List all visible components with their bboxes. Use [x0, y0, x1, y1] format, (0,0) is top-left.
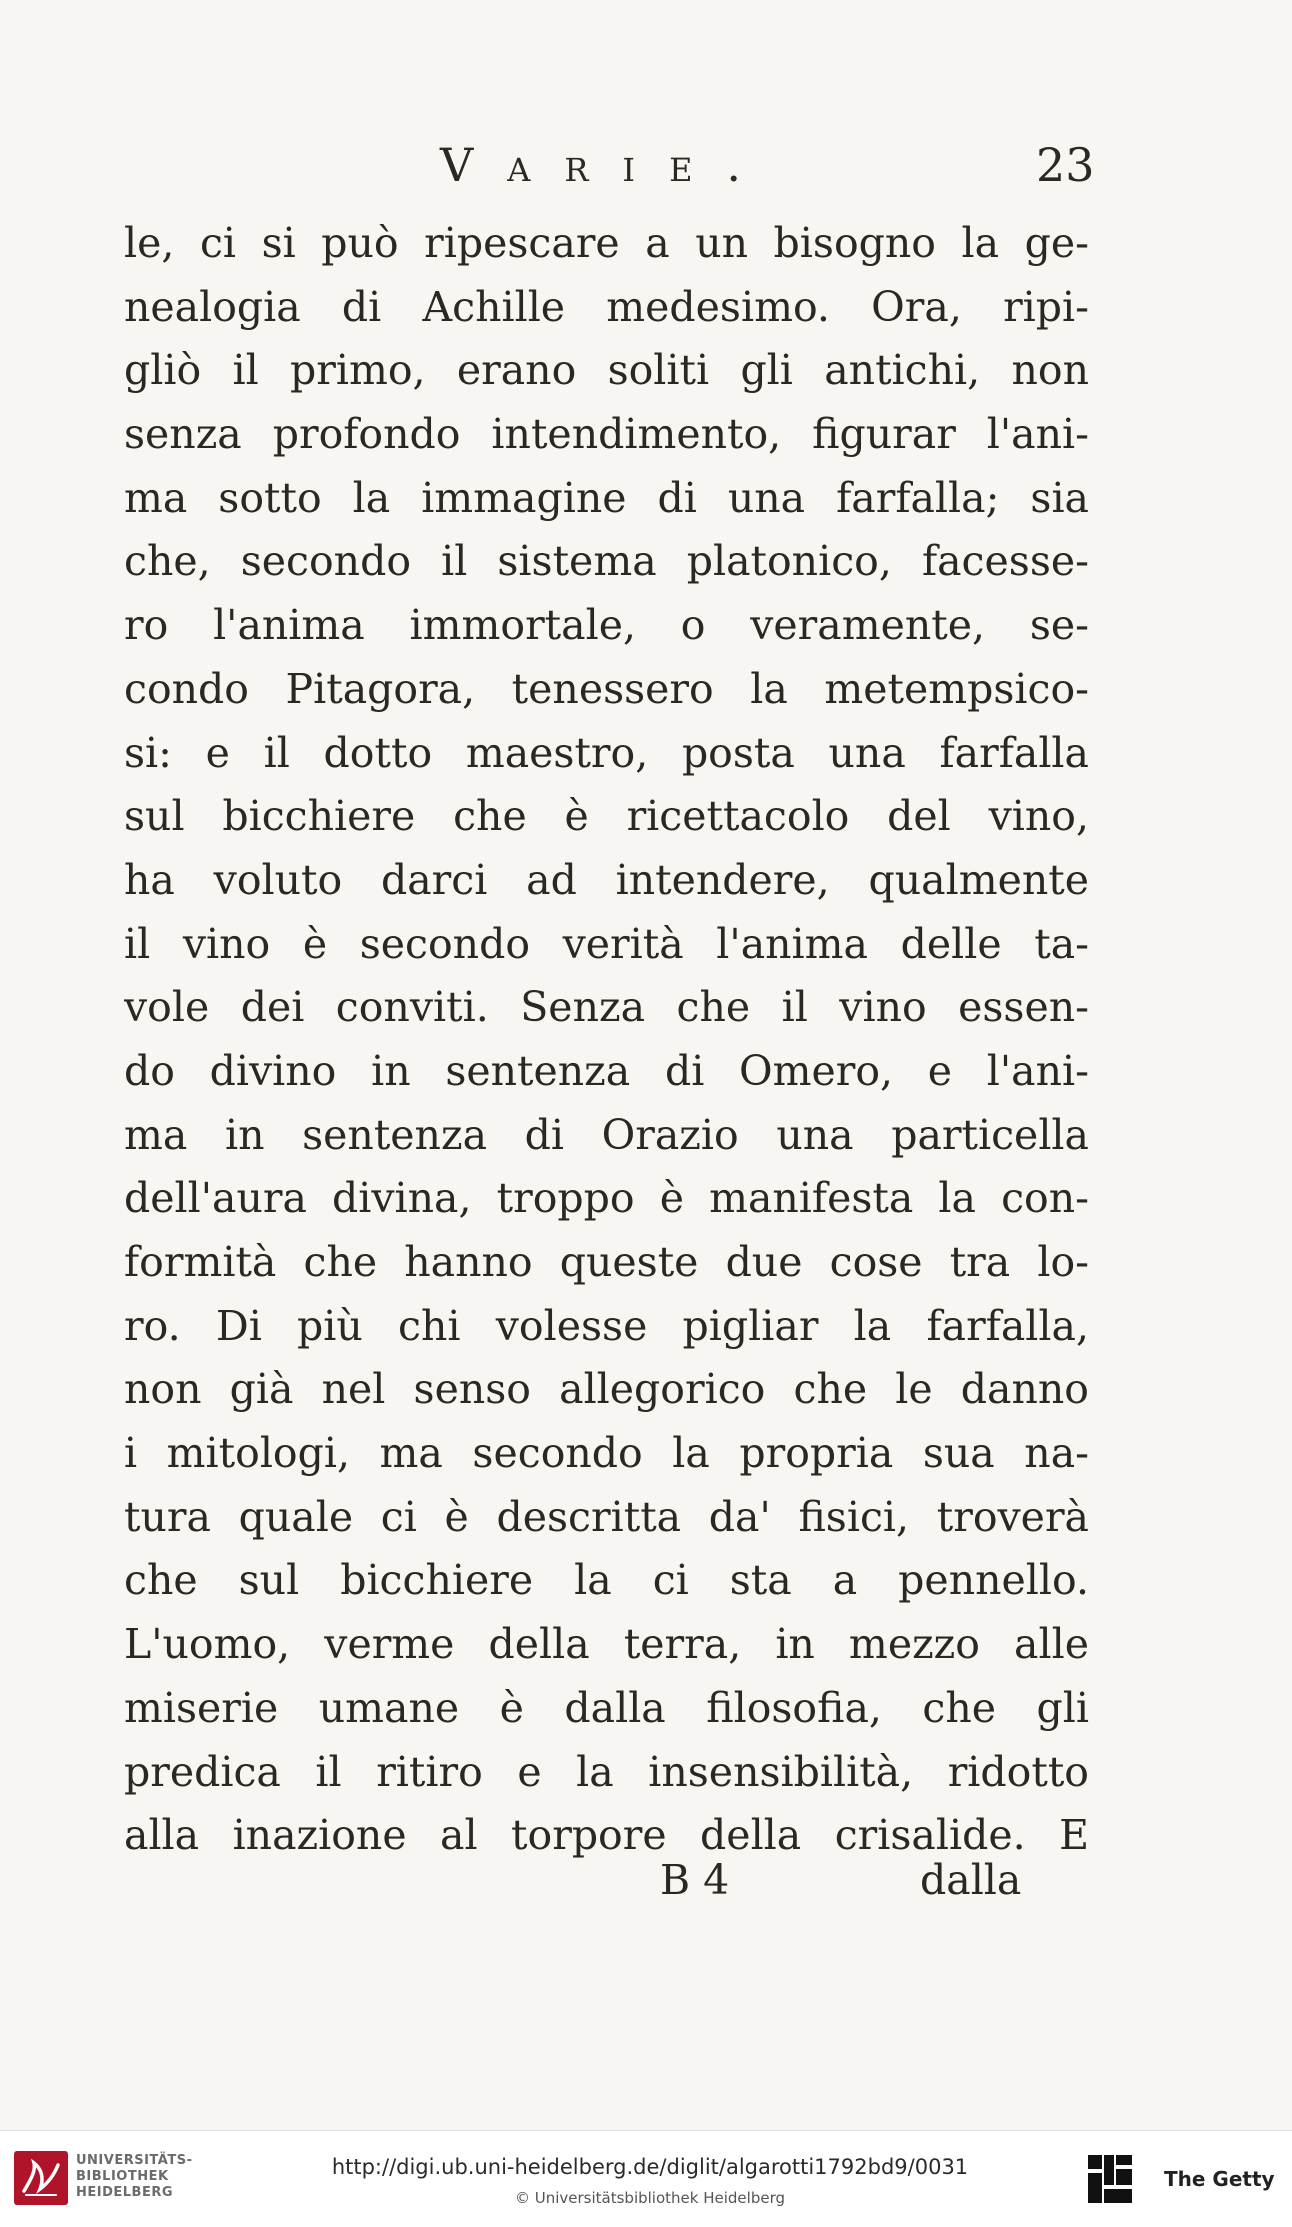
text-line: ma in sentenza di Orazio una particella — [124, 1110, 1089, 1159]
page-number: 23 — [1036, 138, 1095, 192]
getty-name: The Getty — [1164, 2167, 1275, 2191]
text-line: che, secondo il sistema platonico, facesse- — [124, 537, 1089, 586]
getty-logo[interactable] — [1086, 2149, 1286, 2209]
text-line: do divino in sentenza di Omero, e l'ani- — [124, 1046, 1089, 1095]
signature-mark: B 4 — [660, 1856, 730, 1904]
body-text — [124, 212, 1089, 1868]
library-name-line: BIBLIOTHEK — [76, 2169, 169, 2184]
heidelberg-library-logo[interactable] — [14, 2149, 193, 2209]
text-line: predica il ritiro e la insensibilità, ridotto — [124, 1747, 1089, 1796]
getty-mark-icon — [1086, 2151, 1136, 2207]
text-line: miserie umane è dalla filosofia, che gli — [124, 1683, 1089, 1732]
library-seal-icon — [14, 2151, 68, 2205]
text-line: le, ci si può ripescare a un bisogno la ge- — [124, 219, 1089, 267]
permalink-url[interactable]: http://digi.ub.uni-heidelberg.de/diglit/algarotti1792bd9/0031 — [331, 2155, 969, 2179]
text-line: i mitologi, ma secondo la propria sua na- — [124, 1429, 1089, 1478]
text-line: si: e il dotto maestro, posta una farfalla — [124, 728, 1089, 777]
copyright-notice: © Universitätsbibliothek Heidelberg — [514, 2189, 785, 2207]
text-line: nealogia di Achille medesimo. Ora, ripi- — [124, 282, 1089, 331]
text-line: formità che hanno queste due cose tra lo- — [124, 1238, 1089, 1286]
text-line: tura quale ci è descritta da' fisici, troverà — [124, 1492, 1089, 1541]
text-line: condo Pitagora, tenessero la metempsico- — [124, 664, 1089, 713]
text-line: il vino è secondo verità l'anima delle ta- — [124, 919, 1089, 968]
text-line: ha voluto darci ad intendere, qualmente — [124, 855, 1089, 904]
text-line: L'uomo, verme della terra, in mezzo alle — [124, 1620, 1089, 1669]
text-line: ma sotto la immagine di una farfalla; sia — [124, 473, 1089, 522]
library-name-line: HEIDELBERG — [76, 2185, 174, 2200]
text-line: dell'aura divina, troppo è manifesta la con- — [124, 1174, 1089, 1223]
text-line: alla inazione al torpore della crisalide. E — [124, 1811, 1089, 1860]
text-line: non già nel senso allegorico che le danno — [124, 1365, 1089, 1414]
text-line: vole dei conviti. Senza che il vino essen- — [124, 983, 1089, 1032]
library-name — [76, 2153, 192, 2201]
viewer-footer-bar — [0, 2130, 1292, 2227]
text-line: ro l'anima immortale, o veramente, se- — [124, 601, 1089, 650]
citation-block — [300, 2155, 1000, 2207]
text-line: senza profondo intendimento, figurar l'ani- — [124, 410, 1089, 459]
text-line: ro. Di più chi volesse pigliar la farfalla, — [124, 1301, 1089, 1350]
text-line: che sul bicchiere la ci sta a pennello. — [124, 1556, 1089, 1605]
text-line: sul bicchiere che è ricettacolo del vino, — [124, 792, 1089, 841]
page-footer — [0, 1856, 1292, 1926]
page-header — [0, 138, 1292, 208]
running-title: Varie. — [440, 138, 776, 192]
text-line: gliò il primo, erano soliti gli antichi, non — [124, 346, 1089, 395]
library-name-line: UNIVERSITÄTS- — [76, 2153, 193, 2168]
catchword: dalla — [920, 1856, 1022, 1904]
